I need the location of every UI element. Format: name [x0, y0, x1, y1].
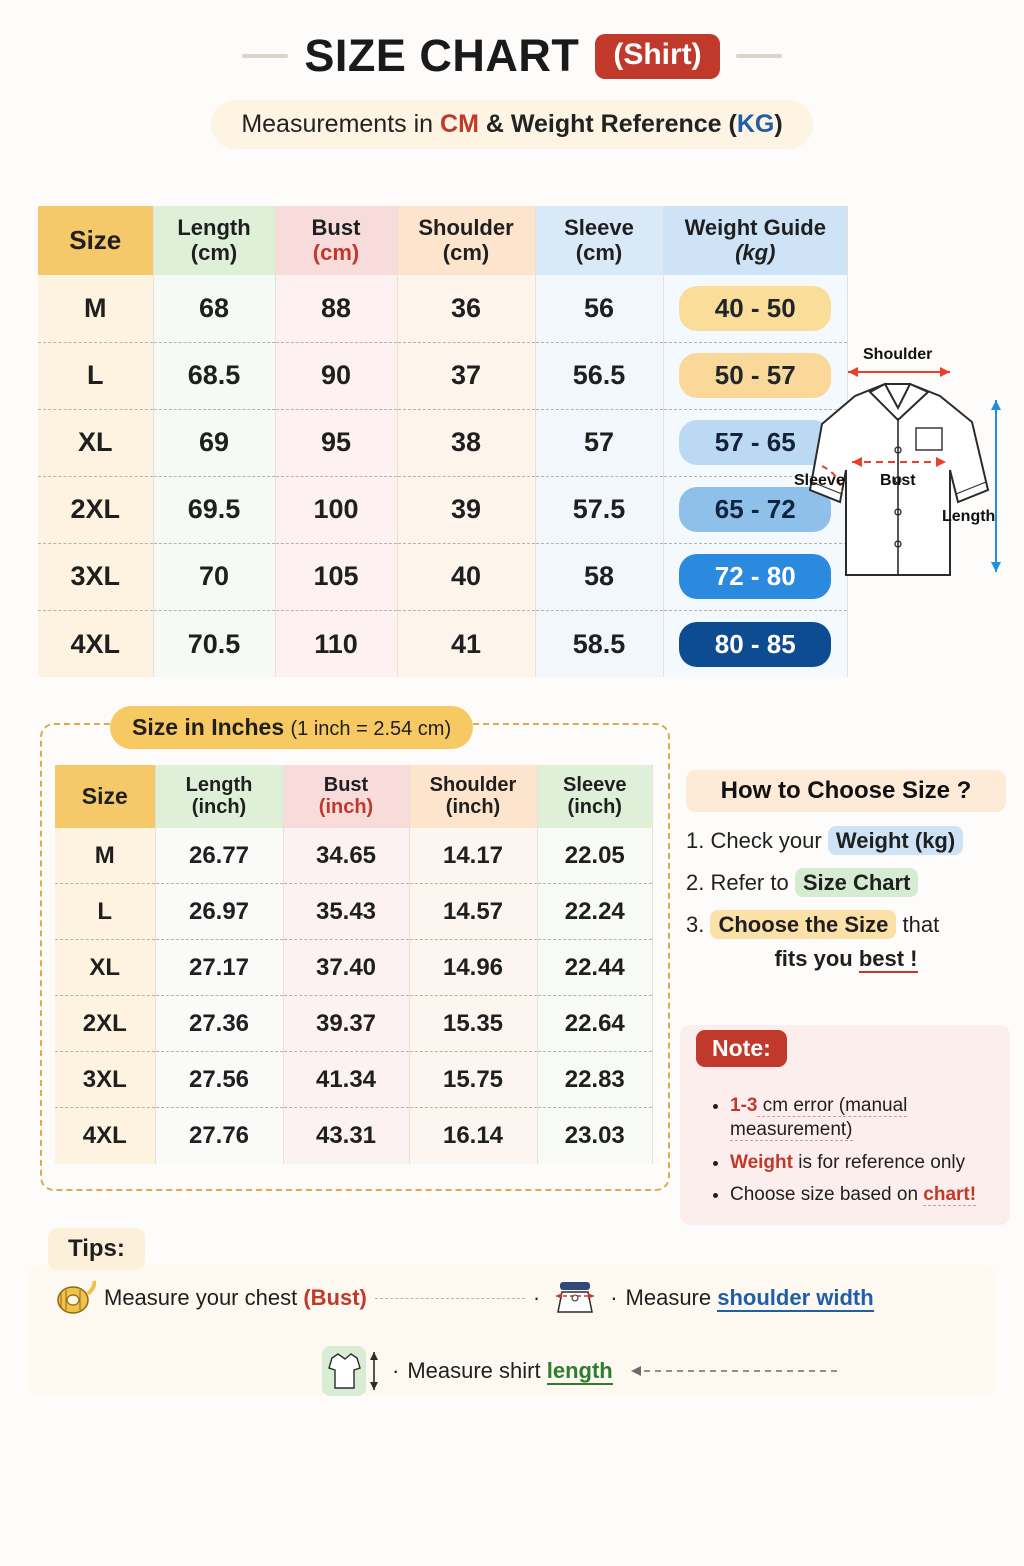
tip-3-highlight: length [546, 1358, 613, 1383]
tape-measure-icon [52, 1278, 96, 1318]
how-to-choose-step-2 [686, 870, 1006, 896]
inch-cell-shoulder: 16.14 [409, 1108, 537, 1164]
cm-header-shoulder-l2: (cm) [442, 239, 490, 265]
diagram-label-bust: Bust [880, 472, 916, 489]
cm-header-weight-l2: (kg) [735, 239, 776, 265]
inch-header-sleeve-l2: (inch) [567, 796, 622, 819]
cm-header-shoulder-l1: Shoulder [418, 215, 514, 240]
subtitle [211, 100, 812, 149]
cm-header-length-l1: Length [177, 215, 251, 240]
table-row [38, 409, 848, 476]
inch-cell-length: 26.97 [155, 884, 283, 940]
table-row [38, 476, 848, 543]
cm-cell-size: XL [38, 409, 153, 476]
inch-cell-length: 27.36 [155, 996, 283, 1052]
shoulder-measure-icon [548, 1278, 602, 1318]
cm-size-table [38, 206, 848, 677]
weight-badge: 80 - 85 [679, 622, 831, 667]
step3-highlight: Choose the Size [710, 910, 896, 939]
how-to-choose-title: How to Choose Size ? [686, 770, 1006, 812]
tip-2-highlight: shoulder width [717, 1285, 874, 1310]
table-row [55, 996, 653, 1052]
cm-header-weight-l1: Weight Guide [684, 215, 826, 240]
note-2-highlight: Weight [730, 1151, 793, 1173]
cm-header-sleeve [535, 206, 663, 275]
inch-cell-size: L [55, 884, 155, 940]
step3-number: 3. [686, 912, 705, 937]
cm-cell-bust: 90 [275, 342, 397, 409]
note-2-text: is for reference only [792, 1151, 966, 1173]
cm-cell-sleeve: 56.5 [535, 342, 663, 409]
inches-heading [110, 706, 473, 749]
inch-cell-length: 26.77 [155, 828, 283, 884]
cm-cell-shoulder: 41 [397, 610, 535, 677]
inch-header-length-l2: (inch) [191, 796, 247, 819]
inch-header-shoulder-l2: (inch) [445, 796, 501, 819]
list-item [730, 1183, 1010, 1207]
cm-cell-sleeve: 58.5 [535, 610, 663, 677]
cm-cell-length: 69 [153, 409, 275, 476]
inch-cell-sleeve: 22.83 [537, 1052, 653, 1108]
step1-highlight: Weight (kg) [828, 826, 963, 855]
inch-header-length [155, 765, 283, 828]
inch-cell-shoulder: 15.35 [409, 996, 537, 1052]
cm-cell-size: M [38, 275, 153, 342]
cm-cell-sleeve: 58 [535, 543, 663, 610]
inch-cell-sleeve: 22.05 [537, 828, 653, 884]
weight-badge: 50 - 57 [679, 353, 831, 398]
inch-cell-bust: 35.43 [283, 884, 409, 940]
inch-header-sleeve [537, 765, 653, 828]
step2-highlight: Size Chart [795, 868, 919, 897]
cm-cell-size: 3XL [38, 543, 153, 610]
cm-cell-sleeve: 56 [535, 275, 663, 342]
inch-cell-length: 27.76 [155, 1108, 283, 1164]
cm-cell-bust: 95 [275, 409, 397, 476]
inch-header-bust-l1: Bust [323, 774, 369, 796]
inch-header-bust [283, 765, 409, 828]
how-to-choose-step-3 [686, 912, 1006, 972]
cm-cell-bust: 100 [275, 476, 397, 543]
inch-cell-size: XL [55, 940, 155, 996]
inches-heading-note: (1 inch = 2.54 cm) [290, 718, 452, 740]
cm-header-length-l2: (cm) [190, 239, 238, 265]
title-dash-left [242, 54, 288, 58]
step1-text: 1. Check your [686, 828, 828, 853]
inch-cell-shoulder: 14.96 [409, 940, 537, 996]
cm-header-size-l1: Size [69, 225, 122, 256]
table-row [38, 342, 848, 409]
list-item [730, 1094, 1010, 1142]
note-list [690, 1094, 1010, 1216]
inch-cell-size: 2XL [55, 996, 155, 1052]
note-tag: Note: [696, 1030, 787, 1067]
inch-cell-size: 4XL [55, 1108, 155, 1164]
tip-arrow-connector [621, 1356, 851, 1386]
subtitle-part-a: Measurements in [241, 110, 441, 138]
cm-cell-length: 68.5 [153, 342, 275, 409]
table-row [38, 610, 848, 677]
page-title: SIZE CHART [304, 30, 580, 81]
cm-cell-weight [663, 275, 848, 342]
subtitle-wrap [0, 100, 1024, 149]
subtitle-part-c: ) [774, 110, 783, 138]
table-row [55, 1108, 653, 1164]
tip-row-2 [320, 1342, 851, 1400]
inch-cell-shoulder: 14.17 [409, 828, 537, 884]
inches-size-table [55, 765, 653, 1164]
note-3-highlight: chart! [923, 1184, 977, 1206]
cm-cell-shoulder: 36 [397, 275, 535, 342]
tip-1-dotted-line [375, 1298, 525, 1299]
inch-header-size-l1: Size [81, 782, 128, 809]
weight-badge: 40 - 50 [679, 286, 831, 331]
shirt-length-icon [320, 1342, 384, 1400]
table-row [55, 828, 653, 884]
diagram-label-sleeve: Sleeve [794, 472, 845, 489]
subtitle-cm: CM [440, 110, 479, 138]
inch-cell-bust: 39.37 [283, 996, 409, 1052]
inch-cell-sleeve: 22.44 [537, 940, 653, 996]
cm-header-weight [663, 206, 848, 275]
cm-header-bust-l2: (cm) [312, 239, 360, 265]
tip-row-1 [52, 1278, 874, 1318]
title-dash-right [736, 54, 782, 58]
cm-cell-bust: 110 [275, 610, 397, 677]
cm-header-bust [275, 206, 397, 275]
cm-cell-size: L [38, 342, 153, 409]
table-row [55, 1052, 653, 1108]
step3-text: that [896, 912, 940, 937]
weight-badge: 65 - 72 [679, 487, 831, 532]
table-row [38, 275, 848, 342]
table-row [55, 884, 653, 940]
diagram-label-shoulder: Shoulder [863, 346, 933, 363]
shirt-diagram [794, 346, 1015, 615]
list-item [730, 1151, 1010, 1175]
cm-cell-length: 68 [153, 275, 275, 342]
tip-1-text [104, 1285, 367, 1311]
inch-cell-sleeve: 22.24 [537, 884, 653, 940]
inch-cell-bust: 37.40 [283, 940, 409, 996]
tip-1-highlight: (Bust) [303, 1285, 367, 1310]
cm-cell-shoulder: 39 [397, 476, 535, 543]
how-to-choose-section [686, 770, 1006, 972]
inch-cell-bust: 43.31 [283, 1108, 409, 1164]
cm-header-length [153, 206, 275, 275]
inch-cell-length: 27.17 [155, 940, 283, 996]
inch-header-shoulder-l1: Shoulder [429, 774, 517, 796]
cm-header-shoulder [397, 206, 535, 275]
inch-header-length-l1: Length [185, 774, 253, 796]
inch-cell-shoulder: 15.75 [409, 1052, 537, 1108]
cm-header-bust-l1: Bust [311, 215, 361, 240]
subtitle-kg: KG [736, 110, 775, 138]
cm-table-header-row [38, 206, 848, 275]
note-3-text: Choose size based on [730, 1184, 924, 1206]
cm-cell-bust: 88 [275, 275, 397, 342]
tip-separator-dot: · [532, 1285, 541, 1310]
page-title-row [0, 30, 1024, 82]
table-row [38, 543, 848, 610]
inch-cell-bust: 41.34 [283, 1052, 409, 1108]
diagram-label-length: Length [942, 508, 996, 525]
cm-header-sleeve-l1: Sleeve [564, 215, 634, 240]
note-1-highlight: 1-3 [730, 1095, 758, 1116]
tip-3-pre: Measure shirt [407, 1358, 547, 1383]
inches-table-header-row [55, 765, 653, 828]
cm-cell-shoulder: 37 [397, 342, 535, 409]
cm-cell-shoulder: 38 [397, 409, 535, 476]
tip-separator-dot-2: · [610, 1285, 618, 1310]
step3-line2-highlight: best ! [858, 946, 918, 971]
inch-cell-sleeve: 22.64 [537, 996, 653, 1052]
tip-3-text [407, 1358, 612, 1384]
cm-cell-size: 4XL [38, 610, 153, 677]
cm-cell-sleeve: 57 [535, 409, 663, 476]
tip-2-text [626, 1285, 874, 1311]
cm-cell-size: 2XL [38, 476, 153, 543]
step2-text: 2. Refer to [686, 870, 795, 895]
cm-cell-sleeve: 57.5 [535, 476, 663, 543]
cm-cell-length: 70.5 [153, 610, 275, 677]
tip-separator-dot-3: · [392, 1358, 400, 1383]
inch-cell-size: M [55, 828, 155, 884]
tip-1-pre: Measure your chest [104, 1285, 304, 1310]
cm-cell-shoulder: 40 [397, 543, 535, 610]
inch-cell-sleeve: 23.03 [537, 1108, 653, 1164]
inch-header-bust-l2: (inch) [318, 796, 374, 819]
how-to-choose-step-1 [686, 828, 1006, 854]
inches-heading-main: Size in Inches [132, 714, 285, 740]
cm-cell-length: 69.5 [153, 476, 275, 543]
inch-header-shoulder [409, 765, 537, 828]
step3-line2-text: fits you [774, 946, 859, 971]
cm-cell-bust: 105 [275, 543, 397, 610]
inch-cell-bust: 34.65 [283, 828, 409, 884]
inch-cell-length: 27.56 [155, 1052, 283, 1108]
tip-2-pre: Measure [625, 1285, 718, 1310]
inch-header-sleeve-l1: Sleeve [563, 774, 627, 796]
tips-tag: Tips: [48, 1228, 145, 1270]
subtitle-part-b: & Weight Reference ( [478, 110, 737, 138]
cm-cell-length: 70 [153, 543, 275, 610]
weight-badge: 72 - 80 [679, 554, 831, 599]
page-title-badge: (Shirt) [595, 34, 719, 79]
inch-header-size [55, 765, 155, 828]
step3-line2 [686, 946, 1006, 972]
note-1-text: cm error (manual measurement) [730, 1095, 908, 1140]
inch-cell-shoulder: 14.57 [409, 884, 537, 940]
inch-cell-size: 3XL [55, 1052, 155, 1108]
weight-badge: 57 - 65 [679, 420, 831, 465]
table-row [55, 940, 653, 996]
cm-header-size [38, 206, 153, 275]
cm-cell-weight [663, 610, 848, 677]
cm-header-sleeve-l2: (cm) [575, 239, 623, 265]
